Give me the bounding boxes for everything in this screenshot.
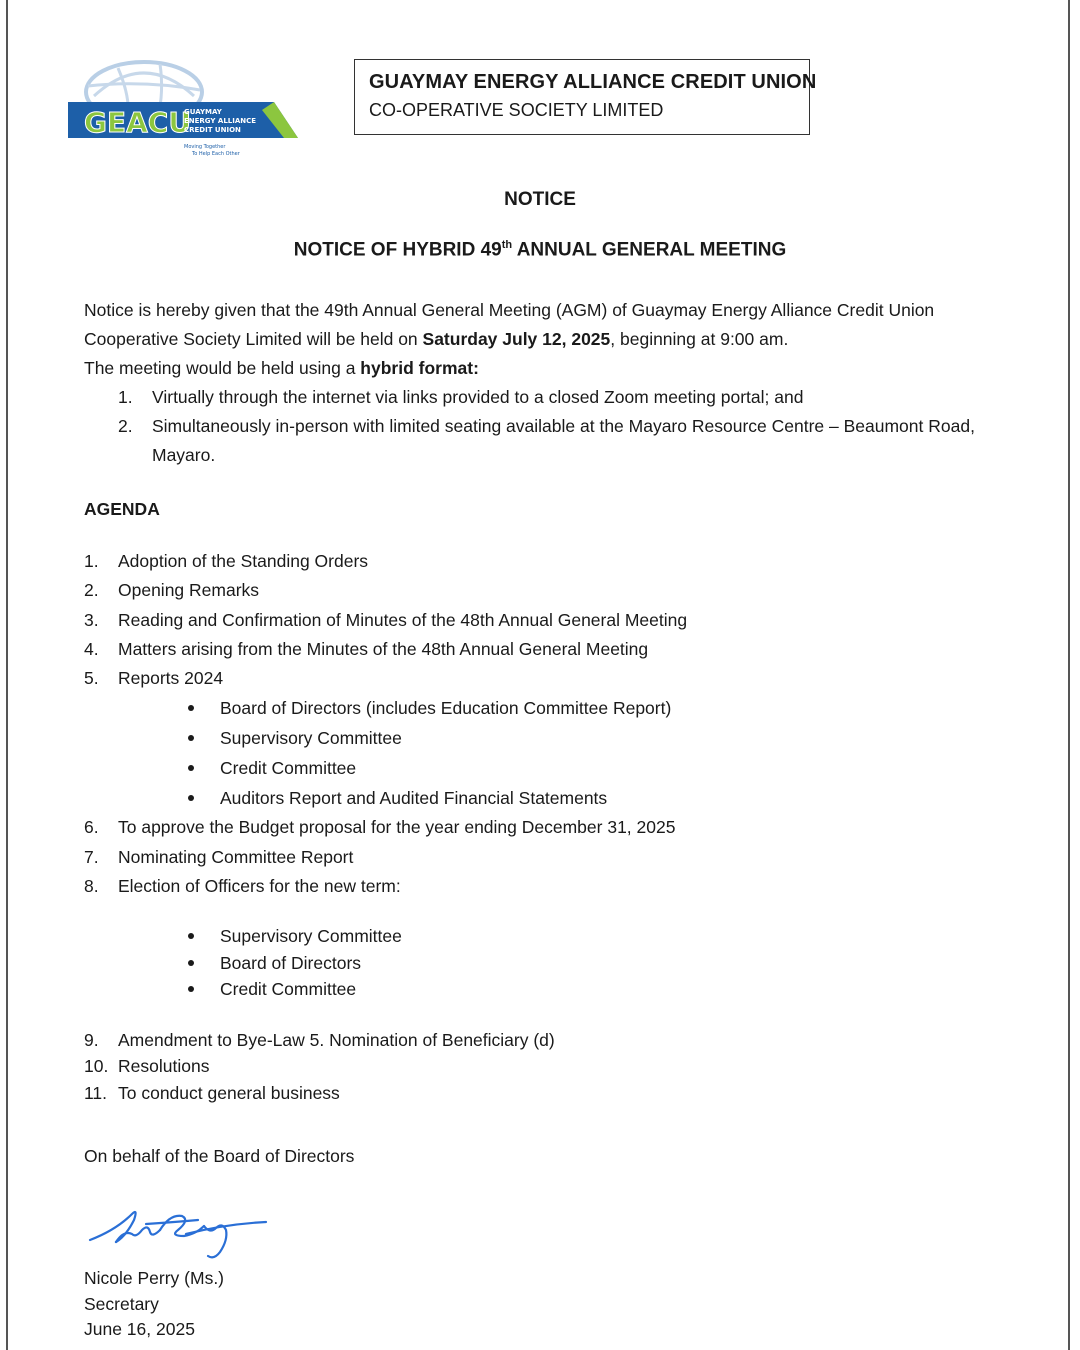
org-header-box bbox=[354, 59, 817, 135]
format-list bbox=[84, 383, 1014, 470]
bullet-text: Credit Committee bbox=[220, 979, 357, 1000]
item-number: 11. bbox=[84, 1082, 108, 1103]
geacu-logo bbox=[68, 56, 300, 160]
format-item bbox=[84, 383, 1014, 412]
bullet-icon bbox=[188, 795, 194, 801]
logo-tagline: Moving Together bbox=[184, 144, 226, 150]
item-number: 9. bbox=[84, 1029, 99, 1050]
signatory-name: Nicole Perry (Ms.) bbox=[84, 1268, 225, 1288]
bullet-text: Auditors Report and Audited Financial Statements bbox=[220, 788, 608, 809]
item-number: 1. bbox=[118, 387, 133, 407]
bullet-text: Supervisory Committee bbox=[220, 926, 402, 947]
logo-name-line: CREDIT UNION bbox=[184, 126, 241, 134]
item-number: 10. bbox=[84, 1056, 109, 1077]
bullet-text: Board of Directors (includes Education Committee Report) bbox=[220, 698, 672, 719]
org-subtitle: CO-OPERATIVE SOCIETY LIMITED bbox=[369, 100, 664, 120]
bullet-item bbox=[84, 723, 984, 753]
intro-text: Notice is hereby given that the 49th Annual General Meeting (AGM) of Guaymay Energy Alliance Credit Union Cooperative Society Limited will be held on bbox=[84, 300, 935, 349]
item-number: 4. bbox=[84, 638, 99, 659]
item-number: 5. bbox=[84, 668, 99, 689]
agenda-list bbox=[84, 547, 984, 1106]
item-text: Nominating Committee Report bbox=[118, 846, 354, 867]
item-text: To approve the Budget proposal for the year ending December 31, 2025 bbox=[118, 817, 676, 838]
agenda-item bbox=[84, 872, 984, 901]
on-behalf-text: On behalf of the Board of Directors bbox=[84, 1146, 355, 1166]
agenda-item bbox=[84, 1080, 984, 1107]
agenda-item bbox=[84, 576, 984, 605]
agenda-item bbox=[84, 635, 984, 664]
org-name: GUAYMAY ENERGY ALLIANCE CREDIT UNION bbox=[369, 71, 817, 93]
bullet-item bbox=[84, 923, 984, 950]
bullet-item bbox=[84, 976, 984, 1003]
item-number: 8. bbox=[84, 876, 99, 897]
item-number: 1. bbox=[84, 551, 99, 571]
item-text: Simultaneously in-person with limited seating available at the Mayaro Resource Centre – Beaumont Road, Mayaro. bbox=[152, 416, 975, 465]
item-text: Amendment to Bye-Law 5. Nomination of Beneficiary (d) bbox=[118, 1029, 555, 1050]
bullet-text: Board of Directors bbox=[220, 952, 362, 973]
agenda-item bbox=[84, 843, 984, 872]
bullet-text: Credit Committee bbox=[220, 758, 357, 779]
item-number: 3. bbox=[84, 609, 99, 630]
item-text: Reports 2024 bbox=[118, 668, 224, 689]
item-text: Opening Remarks bbox=[118, 580, 260, 601]
subtitle-part: NOTICE OF HYBRID 49 bbox=[293, 239, 502, 261]
bullet-item bbox=[84, 753, 984, 783]
format-paragraph bbox=[84, 354, 1014, 383]
subtitle-superscript: th bbox=[501, 239, 513, 251]
logo-name-line: GUAYMAY bbox=[184, 108, 222, 116]
subtitle-part: ANNUAL GENERAL MEETING bbox=[512, 239, 787, 261]
bullet-icon bbox=[188, 960, 194, 966]
bullet-item bbox=[84, 693, 984, 723]
item-text: Virtually through the internet via links provided to a closed Zoom meeting portal; and bbox=[152, 387, 804, 407]
signatory-role: Secretary bbox=[84, 1293, 159, 1314]
logo-acronym: GEACU bbox=[84, 106, 192, 139]
reports-bullet-list bbox=[84, 693, 984, 813]
item-number: 2. bbox=[118, 416, 133, 436]
agenda-item bbox=[84, 1027, 984, 1054]
agenda-title: AGENDA bbox=[84, 499, 160, 519]
intro-paragraph bbox=[84, 296, 1014, 354]
bullet-icon bbox=[188, 986, 194, 992]
item-number: 6. bbox=[84, 817, 99, 838]
intro-text: , beginning at 9:00 am. bbox=[610, 329, 789, 349]
logo-tagline: To Help Each Other bbox=[192, 151, 240, 157]
election-bullet-list bbox=[84, 923, 984, 1003]
item-text: Resolutions bbox=[118, 1056, 210, 1077]
agenda-item bbox=[84, 547, 984, 576]
bullet-icon bbox=[188, 933, 194, 939]
bullet-icon bbox=[188, 705, 194, 711]
signatory-block bbox=[84, 1266, 224, 1343]
intro-section bbox=[84, 296, 1014, 470]
bullet-item bbox=[84, 783, 984, 813]
signature-image bbox=[86, 1200, 270, 1270]
item-text: Adoption of the Standing Orders bbox=[118, 551, 369, 571]
agenda-item bbox=[84, 664, 984, 693]
format-label: hybrid format: bbox=[360, 358, 479, 378]
bullet-text: Supervisory Committee bbox=[220, 728, 402, 749]
agenda-item bbox=[84, 1053, 984, 1080]
item-text: Election of Officers for the new term: bbox=[118, 876, 401, 897]
item-number: 7. bbox=[84, 846, 99, 867]
item-number: 2. bbox=[84, 580, 99, 601]
signature-date: June 16, 2025 bbox=[84, 1319, 195, 1339]
agenda-item bbox=[84, 606, 984, 635]
format-text: The meeting would be held using a bbox=[84, 358, 361, 378]
spacer bbox=[84, 1003, 984, 1027]
format-item bbox=[84, 412, 1014, 470]
item-text: Reading and Confirmation of Minutes of the 48th Annual General Meeting bbox=[118, 609, 688, 630]
bullet-item bbox=[84, 950, 984, 977]
bullet-icon bbox=[188, 735, 194, 741]
agenda-item bbox=[84, 813, 984, 842]
bullet-icon bbox=[188, 765, 194, 771]
logo-name-line: ENERGY ALLIANCE bbox=[184, 117, 257, 125]
item-text: Matters arising from the Minutes of the 48th Annual General Meeting bbox=[118, 638, 649, 659]
spacer bbox=[84, 901, 984, 923]
notice-title: NOTICE bbox=[504, 189, 576, 210]
notice-subtitle bbox=[0, 239, 1080, 261]
meeting-date: Saturday July 12, 2025 bbox=[422, 329, 611, 349]
item-text: To conduct general business bbox=[118, 1082, 340, 1103]
